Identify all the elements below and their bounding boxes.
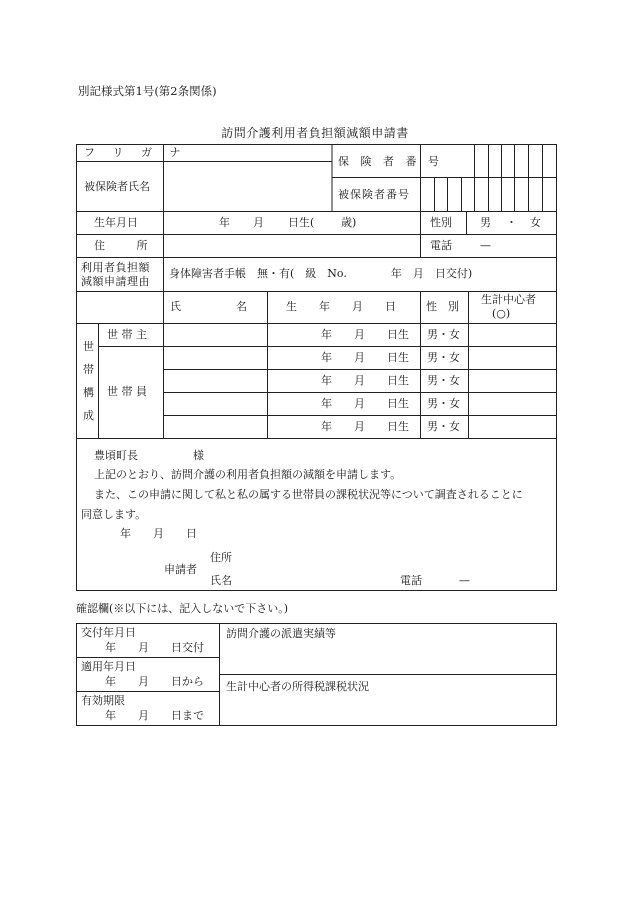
household-earner-mark: (○) xyxy=(492,307,511,320)
valid-date-label: 有効期限 xyxy=(81,694,125,707)
insured-name-input[interactable] xyxy=(166,166,332,208)
birth-day-unit: 日生( xyxy=(288,216,315,229)
apply-date-label: 適用年月日 xyxy=(81,660,136,673)
household-birth-date[interactable]: 年 月 日生 xyxy=(321,420,409,433)
furigana-label: フ リ ガ ナ xyxy=(84,146,188,159)
household-group-char: 帯 xyxy=(83,363,94,376)
reason-text[interactable]: 身体障害者手帳 無・有( 級 No. 年 月 日交付) xyxy=(169,267,473,280)
household-name-header: 氏 名 xyxy=(170,300,247,313)
household-gender-option[interactable]: 男・女 xyxy=(427,374,460,387)
insurer-number-label: 保 険 者 番 号 xyxy=(338,155,443,168)
household-earner-check[interactable] xyxy=(470,417,555,437)
gender-female-option[interactable]: 女 xyxy=(530,216,541,229)
declaration-line-1: 上記のとおり、訪問介護の利用者負担額の減額を申請します。 xyxy=(94,468,402,481)
household-birth-date[interactable]: 年 月 日生 xyxy=(321,374,409,387)
reason-label-line2: 減額申請理由 xyxy=(81,275,150,288)
household-gender-header: 性 別 xyxy=(426,300,459,313)
declaration-line-3: 同意します。 xyxy=(81,508,147,521)
household-gender-option[interactable]: 男・女 xyxy=(427,420,460,433)
issue-date-label: 交付年月日 xyxy=(81,626,136,639)
phone-label: 電話 xyxy=(430,239,452,252)
household-name-input[interactable] xyxy=(166,326,268,345)
household-name-input[interactable] xyxy=(166,418,268,437)
gender-male-option[interactable]: 男 xyxy=(480,216,491,229)
birthdate-label: 生年月日 xyxy=(94,216,138,229)
household-earner-check[interactable] xyxy=(470,325,555,345)
household-earner-check[interactable] xyxy=(470,348,555,368)
form-title: 訪問介護利用者負担額減額申請書 xyxy=(221,126,409,140)
household-member-label: 世 帯 員 xyxy=(107,385,147,398)
household-earner-check[interactable] xyxy=(470,394,555,414)
applicant-name-label: 氏名 xyxy=(210,574,232,587)
applicant-address-label: 住所 xyxy=(210,551,232,564)
valid-date-value: 年 月 日まで xyxy=(105,709,204,722)
household-name-input[interactable] xyxy=(166,372,268,391)
household-birth-date[interactable]: 年 月 日生 xyxy=(321,328,409,341)
household-group-char: 世 xyxy=(83,340,94,353)
household-birth-header: 生 年 月 日 xyxy=(286,300,396,313)
applicant-label: 申請者 xyxy=(164,563,197,576)
household-group-char: 構 xyxy=(83,386,94,399)
insurer-number-field[interactable] xyxy=(421,145,556,177)
household-name-input[interactable] xyxy=(166,349,268,368)
household-gender-option[interactable]: 男・女 xyxy=(427,328,460,341)
age-unit: 歳) xyxy=(341,216,357,229)
applicant-phone-dash: — xyxy=(459,574,470,587)
addressee: 豊頃町長 様 xyxy=(94,449,204,462)
household-name-input[interactable] xyxy=(166,395,268,414)
household-gender-option[interactable]: 男・女 xyxy=(427,397,460,410)
household-head-label: 世 帯 主 xyxy=(107,328,147,341)
address-input[interactable] xyxy=(166,237,420,256)
applicant-phone-label: 電話 xyxy=(400,574,422,587)
gender-label: 性別 xyxy=(430,216,452,229)
birth-year-unit: 年 xyxy=(219,216,230,229)
insured-number-field[interactable] xyxy=(421,178,556,211)
household-group-char: 成 xyxy=(83,409,94,422)
apply-date-value: 年 月 日から xyxy=(105,675,204,688)
applicant-name-input[interactable] xyxy=(240,571,394,589)
service-record-label: 訪問介護の派遣実績等 xyxy=(226,627,336,640)
gender-separator: ・ xyxy=(506,216,517,229)
furigana-input[interactable] xyxy=(166,146,332,161)
household-birth-date[interactable]: 年 月 日生 xyxy=(321,351,409,364)
insured-name-label: 被保険者氏名 xyxy=(84,180,150,193)
household-birth-date[interactable]: 年 月 日生 xyxy=(321,397,409,410)
household-earner-check[interactable] xyxy=(470,371,555,391)
tax-status-label: 生計中心者の所得税課税状況 xyxy=(226,680,369,693)
issue-date-value: 年 月 日交付 xyxy=(105,641,204,654)
application-date[interactable]: 年 月 日 xyxy=(120,527,197,540)
phone-dash: — xyxy=(480,239,491,252)
applicant-address-input[interactable] xyxy=(240,548,544,566)
household-gender-option[interactable]: 男・女 xyxy=(427,351,460,364)
birth-month-unit: 月 xyxy=(253,216,264,229)
reason-label-line1: 利用者負担額 xyxy=(81,261,150,274)
household-earner-header: 生計中心者 xyxy=(481,293,536,306)
insured-number-label: 被保険者番号 xyxy=(338,188,410,201)
form-reference: 別記様式第1号(第2条関係) xyxy=(78,84,217,98)
address-label: 住 所 xyxy=(94,239,162,252)
declaration-line-2: また、この申請に関して私と私の属する世帯員の課税状況等について調査されることに xyxy=(94,488,523,501)
office-use-note: 確認欄(※以下には、記入しないで下さい。) xyxy=(76,602,289,615)
